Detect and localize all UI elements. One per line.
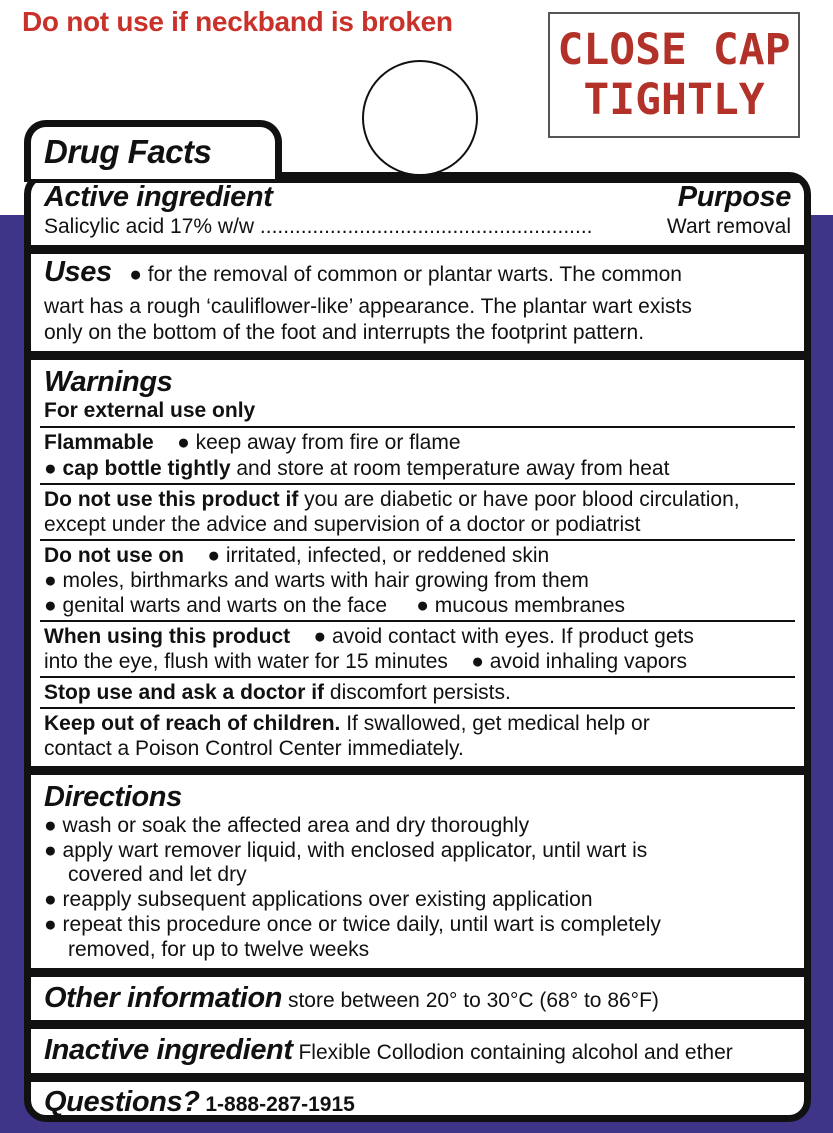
uses-line-2: wart has a rough ‘cauliflower-like’ appearance. The plantar wart exists bbox=[44, 295, 692, 318]
ingredient-name: Salicylic acid 17% w/w bbox=[44, 215, 255, 238]
other-information-line: Other information store between 20° to 30°C (68° to 86°F) bbox=[44, 982, 659, 1014]
directions-heading: Directions bbox=[44, 781, 182, 813]
drug-facts-title: Drug Facts bbox=[44, 133, 212, 170]
when-using-line-2: into the eye, flush with water for 15 minutes ● avoid inhaling vapors bbox=[44, 650, 688, 673]
uses-line-1: Uses ● for the removal of common or plantar warts. The common bbox=[44, 256, 682, 288]
neckband-warning: Do not use if neckband is broken bbox=[22, 6, 453, 37]
section-rule bbox=[31, 351, 804, 360]
active-ingredient-heading: Active ingredient bbox=[44, 181, 273, 213]
flammable-line: Flammable ● keep away from fire or flame bbox=[44, 431, 461, 454]
hang-hole bbox=[362, 60, 478, 176]
warnings-heading: Warnings bbox=[44, 366, 173, 398]
section-rule bbox=[31, 1073, 804, 1082]
do-not-use-on-line-2: ● moles, birthmarks and warts with hair growing from them bbox=[44, 569, 589, 592]
directions-line-3: covered and let dry bbox=[68, 863, 247, 886]
section-rule bbox=[31, 1020, 804, 1029]
close-cap-box bbox=[548, 12, 800, 138]
stop-use-line: Stop use and ask a doctor if discomfort persists. bbox=[44, 681, 511, 704]
directions-line-4: ● reapply subsequent applications over existing application bbox=[44, 888, 593, 911]
do-not-use-product-line-2: except under the advice and supervision of a doctor or podiatrist bbox=[44, 513, 641, 536]
external-use-only: For external use only bbox=[44, 399, 256, 422]
directions-line-6: removed, for up to twelve weeks bbox=[68, 938, 370, 961]
do-not-use-product-line: Do not use this product if you are diabetic or have poor blood circulation, bbox=[44, 488, 740, 511]
do-not-use-on-line-3: ● genital warts and warts on the face ● mucous membranes bbox=[44, 594, 625, 617]
when-using-line: When using this product ● avoid contact with eyes. If product gets bbox=[44, 625, 694, 648]
purpose-text: Wart removal bbox=[666, 215, 791, 238]
directions-line-2: ● apply wart remover liquid, with enclosed applicator, until wart is bbox=[44, 839, 648, 862]
purpose-heading: Purpose bbox=[677, 181, 791, 213]
uses-line-3: only on the bottom of the foot and interrupts the footprint pattern. bbox=[44, 321, 645, 344]
close-cap-line-2: TIGHTLY bbox=[583, 75, 765, 125]
do-not-use-on-line: Do not use on ● irritated, infected, or reddened skin bbox=[44, 544, 550, 567]
cap-line: ● cap bottle tightly and store at room temperature away from heat bbox=[44, 457, 670, 480]
active-ingredient-line bbox=[44, 214, 593, 239]
section-rule bbox=[31, 766, 804, 775]
uses-heading: Uses bbox=[44, 256, 112, 288]
directions-line-1: ● wash or soak the affected area and dry thoroughly bbox=[44, 814, 530, 837]
inactive-ingredient-line: Inactive ingredient Flexible Collodion containing alcohol and ether bbox=[44, 1034, 733, 1066]
dot-leader: ......................................................... bbox=[259, 215, 593, 238]
section-rule bbox=[31, 968, 804, 977]
directions-line-5: ● repeat this procedure once or twice daily, until wart is completely bbox=[44, 913, 661, 936]
questions-line: Questions? 1-888-287-1915 bbox=[44, 1086, 355, 1118]
section-rule bbox=[31, 245, 804, 254]
keep-out-line-2: contact a Poison Control Center immediately. bbox=[44, 737, 464, 760]
keep-out-line: Keep out of reach of children. If swallowed, get medical help or bbox=[44, 712, 650, 735]
close-cap-line-1: CLOSE CAP bbox=[557, 25, 791, 75]
